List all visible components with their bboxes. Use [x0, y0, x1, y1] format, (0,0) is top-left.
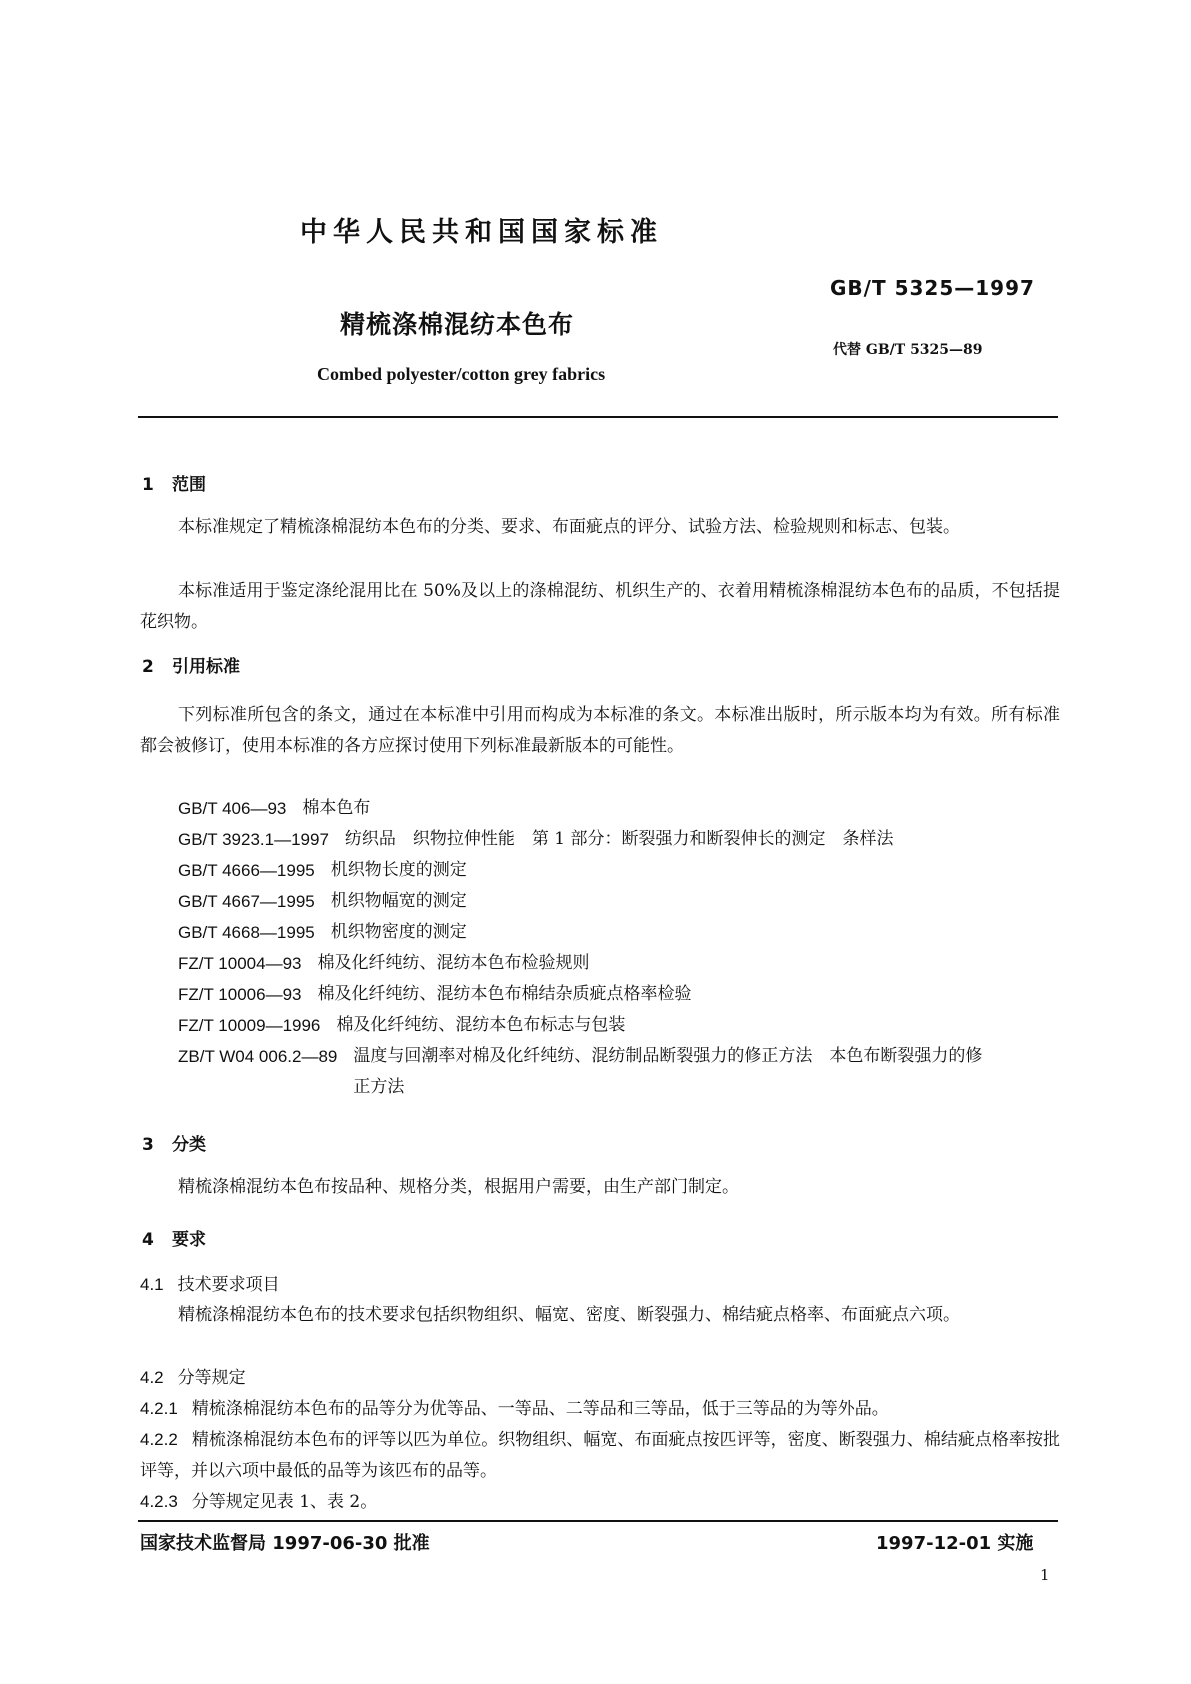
section-4-heading [142, 1225, 206, 1250]
section-number: 3 [142, 1135, 154, 1155]
section-title: 范围 [172, 475, 206, 495]
clause-text: 分等规定见表 1、表 2。 [191, 1492, 378, 1512]
reference-title: 棉及化纤纯纺、混纺本色布检验规则 [317, 953, 590, 973]
reference-code: GB/T 4666—1995 [178, 861, 315, 880]
reference-item [178, 855, 1060, 886]
national-standard-heading: 中华人民共和国国家标准 [300, 217, 663, 248]
reference-title: 机织物长度的测定 [330, 860, 467, 880]
section-number: 1 [142, 475, 154, 495]
clause-number: 4.2.3 [140, 1492, 178, 1511]
section-number: 2 [142, 657, 154, 677]
clause-4-2-3 [140, 1486, 377, 1518]
reference-item [178, 917, 1060, 948]
reference-code: GB/T 4668—1995 [178, 923, 315, 942]
normative-references-list [178, 793, 1060, 1103]
document-title-en: Combed polyester/cotton grey fabrics [317, 364, 606, 384]
section-title: 要求 [172, 1230, 206, 1250]
clause-number: 4.2 [140, 1368, 164, 1387]
reference-code: GB/T 406—93 [178, 799, 287, 818]
replaces-note: 代替 GB/T 5325—89 [833, 342, 983, 358]
reference-item [178, 793, 1060, 824]
document-title-cn: 精梳涤棉混纺本色布 [340, 310, 575, 339]
reference-code: FZ/T 10009—1996 [178, 1016, 321, 1035]
clause-4-1-text: 精梳涤棉混纺本色布的技术要求包括织物组织、幅宽、密度、断裂强力、棉结疵点格率、布面疵点六项。 [178, 1305, 960, 1325]
approval-date: 国家技术监督局 1997-06-30 批准 [140, 1533, 430, 1554]
clause-number: 4.2.1 [140, 1399, 178, 1418]
reference-item [178, 948, 1060, 979]
clause-4-1-heading [140, 1269, 280, 1301]
section-1-paragraph-1: 本标准规定了精梳涤棉混纺本色布的分类、要求、布面疵点的评分、试验方法、检验规则和标志、包装。 [178, 517, 960, 537]
reference-item [178, 824, 1060, 855]
reference-item [178, 1041, 1060, 1103]
reference-title: 棉及化纤纯纺、混纺本色布棉结杂质疵点格率检验 [317, 984, 692, 1004]
footer-divider [138, 1520, 1058, 1522]
reference-code: GB/T 3923.1—1997 [178, 830, 329, 849]
implementation-date: 1997-12-01 实施 [876, 1533, 1034, 1554]
clause-title: 分等规定 [177, 1368, 246, 1388]
reference-title: 纺织品 织物拉伸性能 第 1 部分：断裂强力和断裂伸长的测定 条样法 [344, 829, 894, 849]
reference-title: 棉本色布 [302, 798, 371, 818]
clause-text: 精梳涤棉混纺本色布的品等分为优等品、一等品、二等品和三等品，低于三等品的为等外品。 [191, 1399, 889, 1419]
reference-item [178, 1010, 1060, 1041]
clause-number: 4.2.2 [140, 1430, 178, 1449]
reference-item [178, 886, 1060, 917]
page-number: 1 [1040, 1566, 1050, 1584]
reference-code: FZ/T 10004—93 [178, 954, 302, 973]
standard-code: GB/T 5325—1997 [830, 276, 1035, 300]
section-title: 引用标准 [172, 657, 240, 677]
reference-code: ZB/T W04 006.2—89 [178, 1047, 338, 1066]
section-3-paragraph-1: 精梳涤棉混纺本色布按品种、规格分类，根据用户需要，由生产部门制定。 [178, 1177, 739, 1197]
reference-item [178, 979, 1060, 1010]
clause-text: 精梳涤棉混纺本色布的评等以匹为单位。织物组织、幅宽、布面疵点按匹评等，密度、断裂强力、棉结疵点格率按批评等，并以六项中最低的品等为该匹布的品等。 [140, 1430, 1060, 1481]
reference-code: GB/T 4667—1995 [178, 892, 315, 911]
reference-title: 机织物密度的测定 [330, 922, 467, 942]
section-title: 分类 [172, 1135, 206, 1155]
clause-4-2-2 [140, 1424, 1060, 1487]
reference-title: 棉及化纤纯纺、混纺本色布标志与包装 [336, 1015, 626, 1035]
reference-code: FZ/T 10006—93 [178, 985, 302, 1004]
section-2-paragraph-1: 下列标准所包含的条文，通过在本标准中引用而构成为本标准的条文。本标准出版时，所示版本均为有效。所有标准都会被修订，使用本标准的各方应探讨使用下列标准最新版本的可能性。 [140, 705, 1060, 756]
header-divider [138, 416, 1058, 418]
section-3-heading [142, 1130, 206, 1155]
reference-title: 机织物幅宽的测定 [330, 891, 467, 911]
clause-number: 4.1 [140, 1275, 164, 1294]
section-number: 4 [142, 1230, 154, 1250]
clause-title: 技术要求项目 [177, 1275, 280, 1295]
section-1-heading [142, 470, 206, 495]
section-2-heading [142, 652, 240, 677]
clause-4-2-1 [140, 1393, 889, 1425]
reference-title: 温度与回潮率对棉及化纤纯纺、混纺制品断裂强力的修正方法 本色布断裂强力的修正方法 [353, 1046, 983, 1097]
section-1-paragraph-2: 本标准适用于鉴定涤纶混用比在 50%及以上的涤棉混纺、机织生产的、衣着用精梳涤棉混纺本色布的品质，不包括提花织物。 [140, 581, 1060, 632]
clause-4-2-heading [140, 1362, 246, 1394]
